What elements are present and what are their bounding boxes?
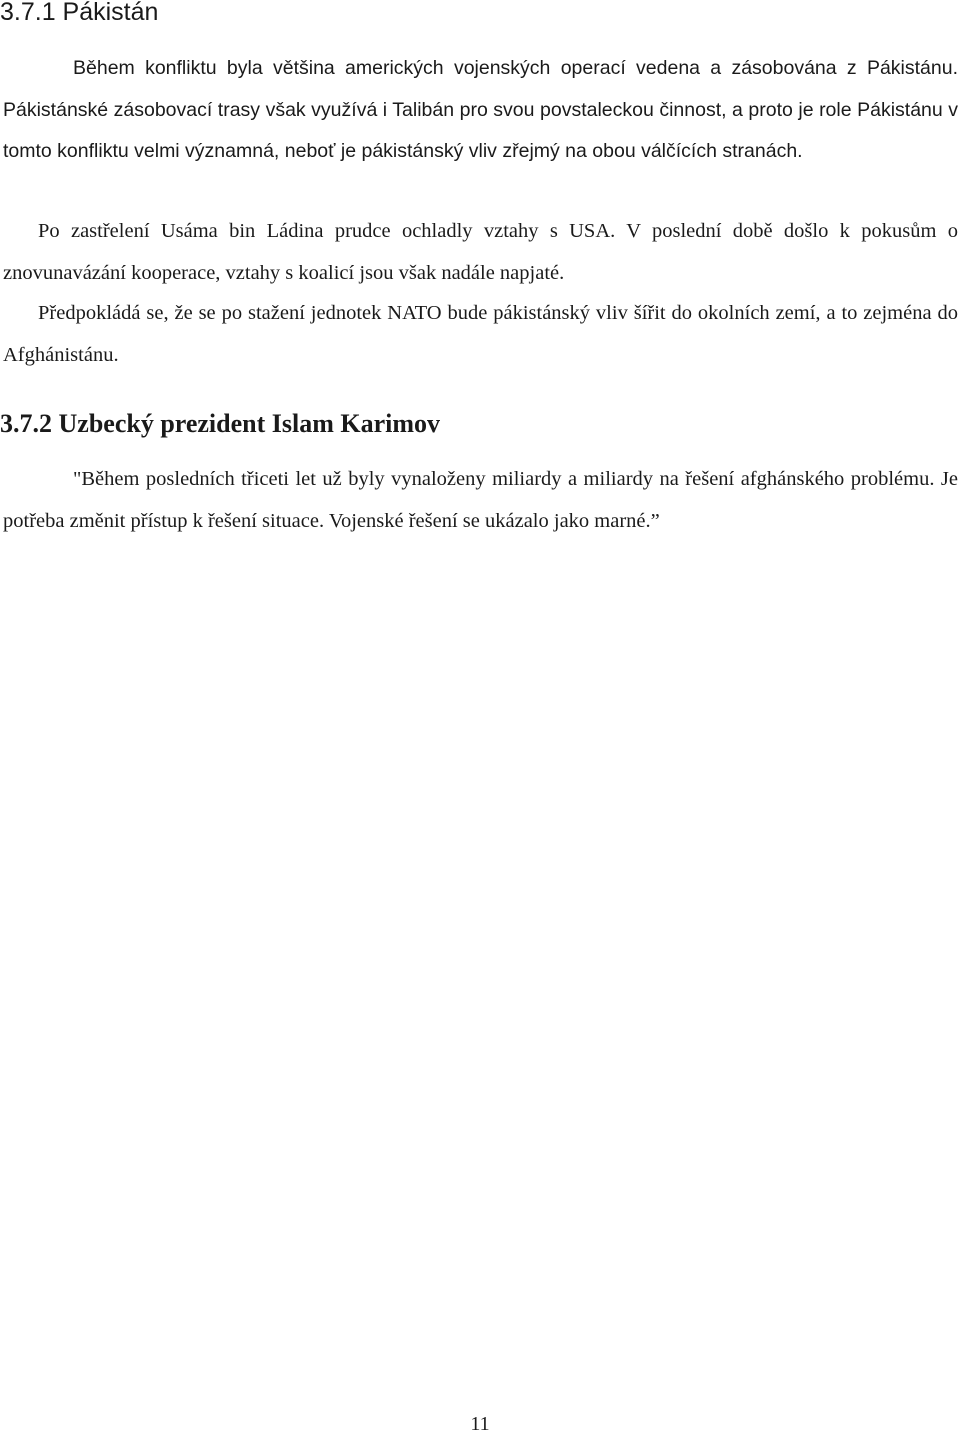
paragraph-karimov-quote: "Během posledních třiceti let už byly vynaloženy miliardy a miliardy na řešení afghánského problému. Je potřeba změnit přístup k řešení situace. Vojenské řešení se ukázalo jako marné.”	[3, 468, 958, 532]
paragraph-pakistan-supply-text: Během konfliktu byla většina amerických vojenských operací vedena a zásobována z Pákistánu. Pákistánské zásobovací trasy však využívá i Talibán pro svou povstaleckou činnost, a proto je role Pákistánu v tomto konfliktu velmi významná, neboť je pákistánský vliv zřejmý na obou válčících stranách.	[3, 57, 958, 162]
paragraph-usa-relations: Po zastřelení Usáma bin Ládina prudce ochladly vztahy s USA. V poslední době došlo k pokusům o znovunavázání kooperace, vztahy s koalicí jsou však nadále napjaté.	[3, 220, 958, 284]
section-heading-pakistan: 3.7.1 Pákistán	[0, 0, 159, 26]
paragraph-pakistan-supply	[3, 48, 958, 173]
paragraph-nato-withdrawal: Předpokládá se, že se po stažení jednotek NATO bude pákistánský vliv šířit do okolních zemí, a to zejména do Afghánistánu.	[3, 302, 958, 366]
section-heading-karimov: 3.7.2 Uzbecký prezident Islam Karimov	[0, 409, 441, 438]
page-number: 11	[470, 1413, 490, 1435]
